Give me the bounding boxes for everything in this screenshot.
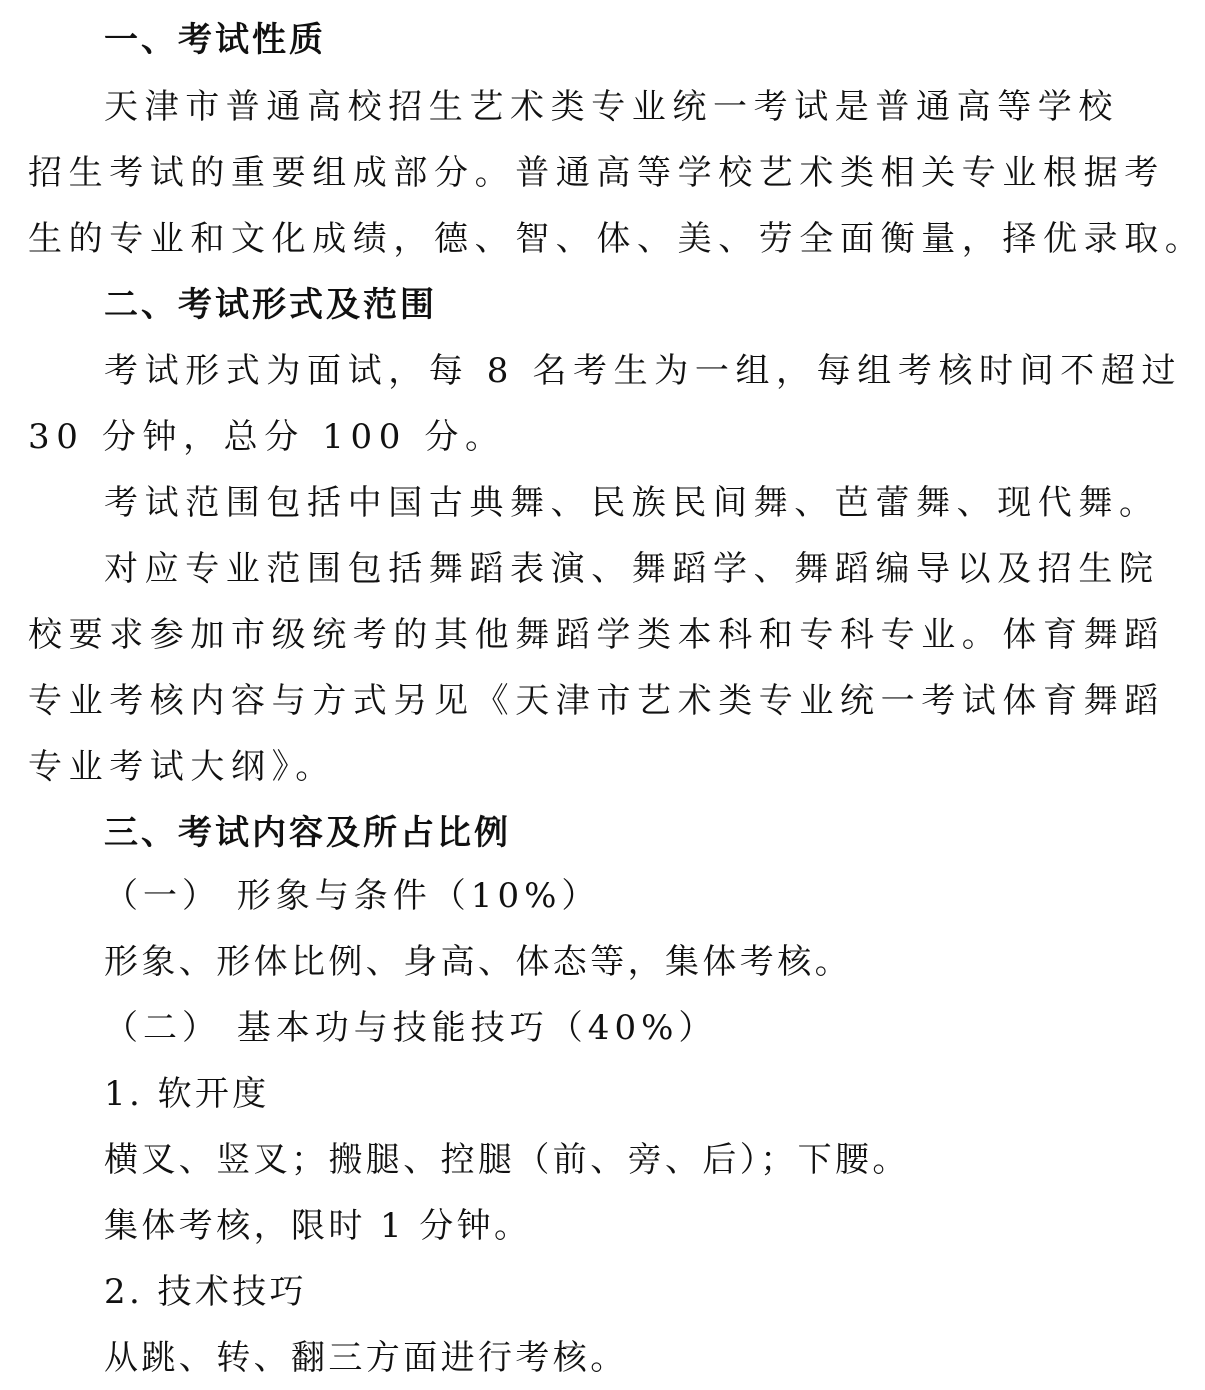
paragraph-line: 考试范围包括中国古典舞、民族民间舞、芭蕾舞、现代舞。 bbox=[104, 483, 1160, 523]
paragraph-line: 形象、形体比例、身高、体态等，集体考核。 bbox=[104, 942, 852, 982]
paragraph-line: 30 分钟，总分 100 分。 bbox=[28, 417, 506, 457]
subsection-heading: （二） 基本功与技能技巧（40%） bbox=[104, 1008, 718, 1048]
paragraph-line: 招生考试的重要组成部分。普通高等学校艺术类相关专业根据考 bbox=[28, 153, 1165, 193]
section-heading-content-ratio: 三、考试内容及所占比例 bbox=[104, 813, 511, 853]
subsection-heading: （一） 形象与条件（10%） bbox=[104, 876, 601, 916]
paragraph-line: 集体考核，限时 1 分钟。 bbox=[104, 1206, 532, 1246]
list-item-heading: 1. 软开度 bbox=[104, 1074, 270, 1114]
paragraph-line: 校要求参加市级统考的其他舞蹈学类本科和专科专业。体育舞蹈 bbox=[28, 615, 1165, 655]
paragraph-line: 生的专业和文化成绩，德、智、体、美、劳全面衡量，择优录取。 bbox=[28, 219, 1205, 259]
paragraph-line: 专业考核内容与方式另见《天津市艺术类专业统一考试体育舞蹈 bbox=[28, 681, 1165, 721]
section-heading-form-scope: 二、考试形式及范围 bbox=[104, 285, 437, 325]
paragraph-line: 从跳、转、翻三方面进行考核。 bbox=[104, 1338, 628, 1378]
paragraph-line: 横叉、竖叉；搬腿、控腿（前、旁、后）；下腰。 bbox=[104, 1140, 910, 1180]
paragraph-line: 专业考试大纲》。 bbox=[28, 747, 336, 787]
list-item-heading: 2. 技术技巧 bbox=[104, 1272, 308, 1312]
section-heading-nature: 一、考试性质 bbox=[104, 20, 326, 60]
paragraph-line: 天津市普通高校招生艺术类专业统一考试是普通高等学校 bbox=[104, 87, 1119, 127]
paragraph-line: 考试形式为面试，每 8 名考生为一组，每组考核时间不超过 bbox=[104, 351, 1183, 391]
paragraph-line: 对应专业范围包括舞蹈表演、舞蹈学、舞蹈编导以及招生院 bbox=[104, 549, 1160, 589]
